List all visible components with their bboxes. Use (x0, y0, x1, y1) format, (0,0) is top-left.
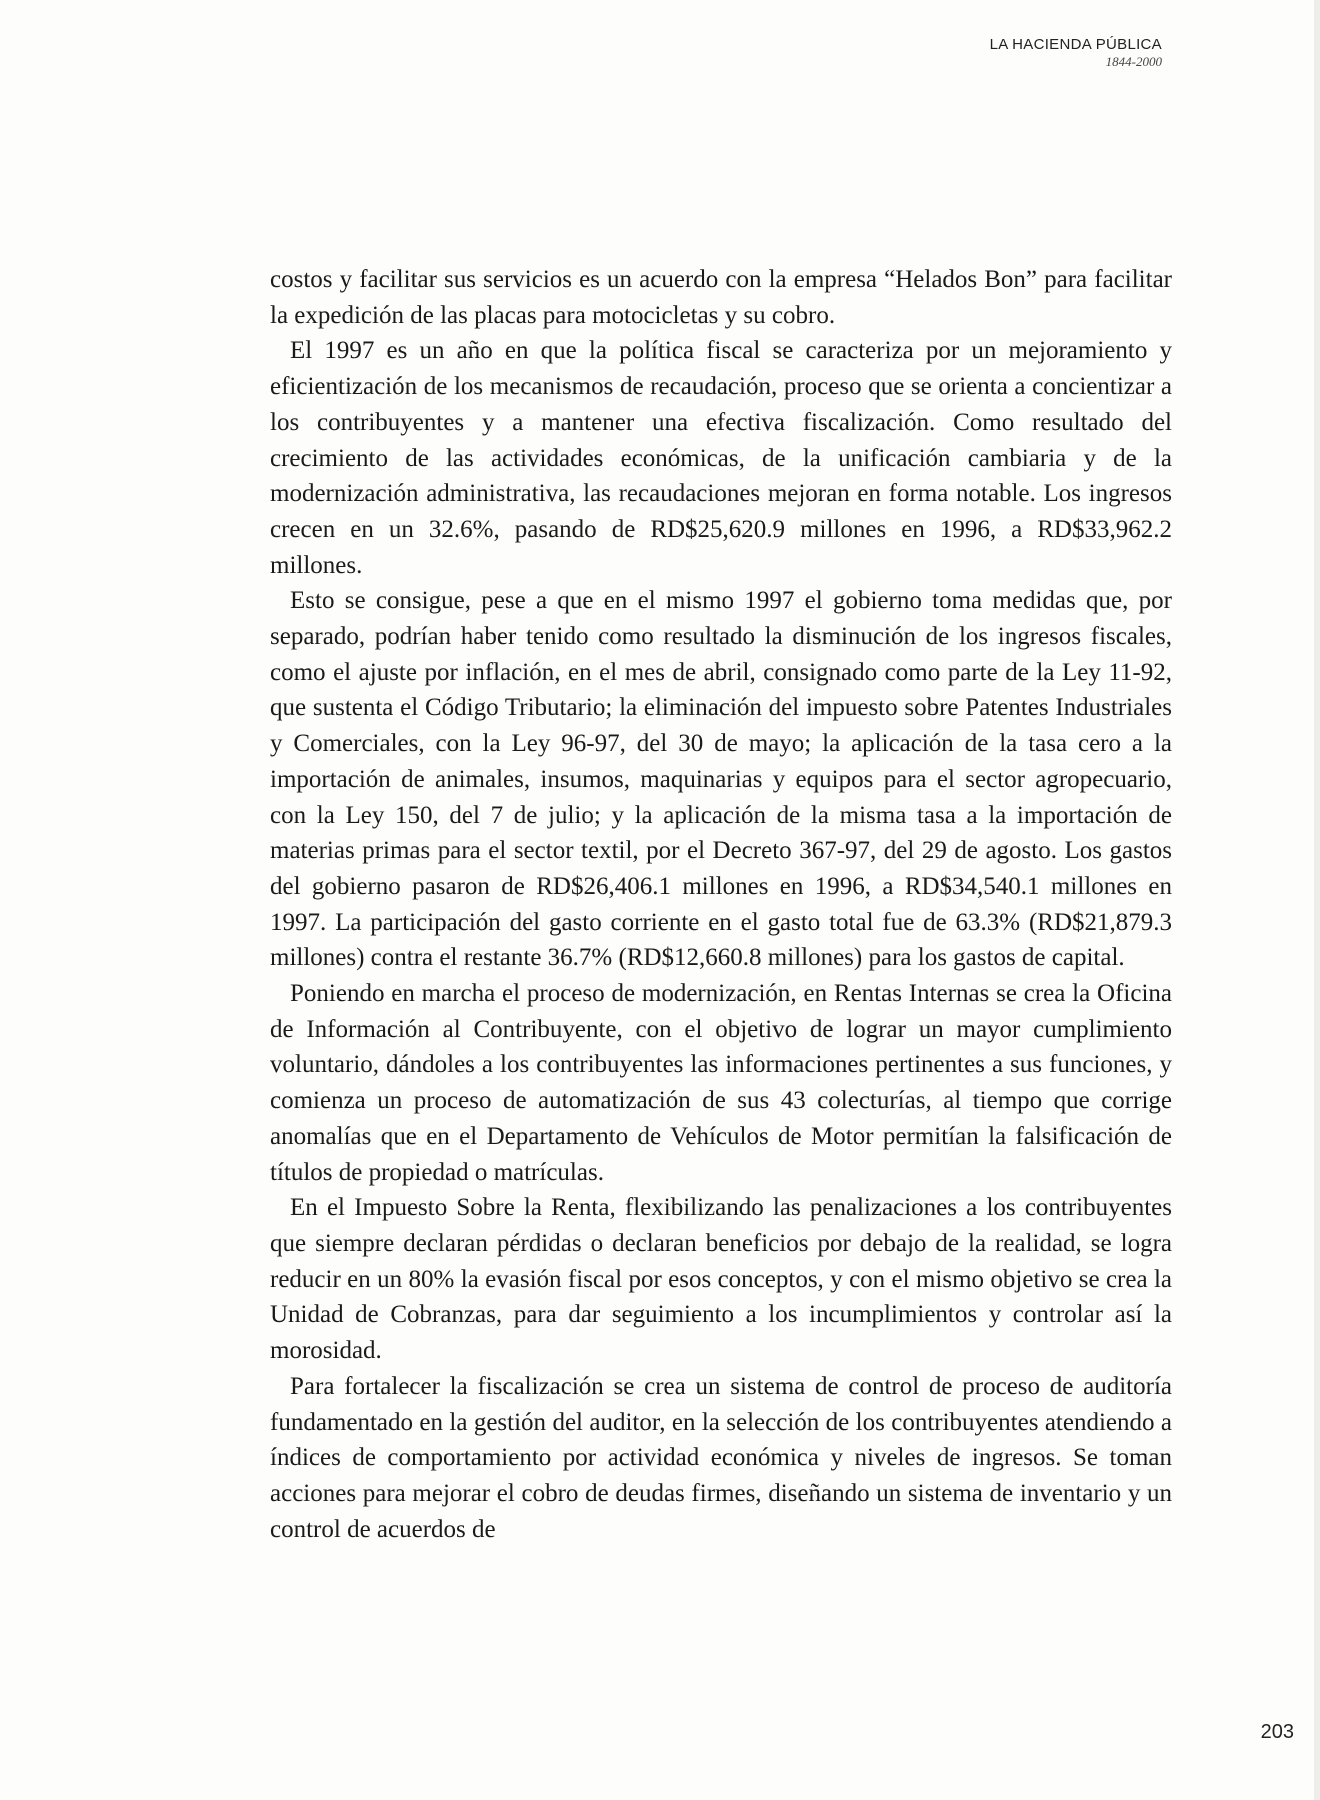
paragraph: El 1997 es un año en que la política fiscal se caracteriza por un mejoramiento y eficientización de los mecanismos de recaudación, proceso que se orienta a concientizar a los contribuyentes y a mantener una efectiva fiscalización. Como resultado del crecimiento de las actividades económicas, de la unificación cambiaria y de la modernización administrativa, las recaudaciones mejoran en forma notable. Los ingresos crecen en un 32.6%, pasando de RD$25,620.9 millones en 1996, a RD$33,962.2 millones. (270, 337, 1172, 579)
page-number: 203 (1260, 1721, 1294, 1743)
page-edge (1314, 0, 1320, 1800)
running-header-years: 1844-2000 (1105, 54, 1162, 69)
running-header-title: LA HACIENDA PÚBLICA (989, 36, 1162, 53)
paragraph-continued: costos y facilitar sus servicios es un acuerdo con la empresa “Helados Bon” para facilitar la expedición de las placas para motocicletas y su cobro. (270, 266, 1172, 329)
body-text (270, 262, 1172, 1547)
paragraph: En el Impuesto Sobre la Renta, flexibilizando las penalizaciones a los contribuyentes que siempre declaran pérdidas o declaran beneficios por debajo de la realidad, se logra reducir en un 80% la evasión fiscal por esos conceptos, y con el mismo objetivo se crea la Unidad de Cobranzas, para dar seguimiento a los incumplimientos y controlar así la morosidad. (270, 1194, 1172, 1365)
paragraph: Poniendo en marcha el proceso de modernización, en Rentas Internas se crea la Oficina de Información al Contribuyente, con el objetivo de lograr un mayor cumplimiento voluntario, dándoles a los contribuyentes las informaciones pertinentes a sus funciones, y comienza un proceso de automatización de sus 43 colecturías, al tiempo que corrige anomalías que en el Departamento de Vehículos de Motor permitían la falsificación de títulos de propiedad o matrículas. (270, 980, 1172, 1186)
paragraph: Para fortalecer la fiscalización se crea un sistema de control de proceso de auditoría fundamentado en la gestión del auditor, en la selección de los contribuyentes atendiendo a índices de comportamiento por actividad económica y niveles de ingresos. Se toman acciones para mejorar el cobro de deudas firmes, diseñando un sistema de inventario y un control de acuerdos de (270, 1372, 1172, 1543)
running-header (990, 36, 1162, 69)
paragraph: Esto se consigue, pese a que en el mismo 1997 el gobierno toma medidas que, por separado, podrían haber tenido como resultado la disminución de los ingresos fiscales, como el ajuste por inflación, en el mes de abril, consignado como parte de la Ley 11-92, que sustenta el Código Tributario; la eliminación del impuesto sobre Patentes Industriales y Comerciales, con la Ley 96-97, del 30 de mayo; la aplicación de la tasa cero a la importación de animales, insumos, maquinarias y equipos para el sector agropecuario, con la Ley 150, del 7 de julio; y la aplicación de la misma tasa a la importación de materias primas para el sector textil, por el Decreto 367-97, del 29 de agosto. Los gastos del gobierno pasaron de RD$26,406.1 millones en 1996, a RD$34,540.1 millones en 1997. La participación del gasto corriente en el gasto total fue de 63.3% (RD$21,879.3 millones) contra el restante 36.7% (RD$12,660.8 millones) para los gastos de capital. (270, 587, 1172, 972)
